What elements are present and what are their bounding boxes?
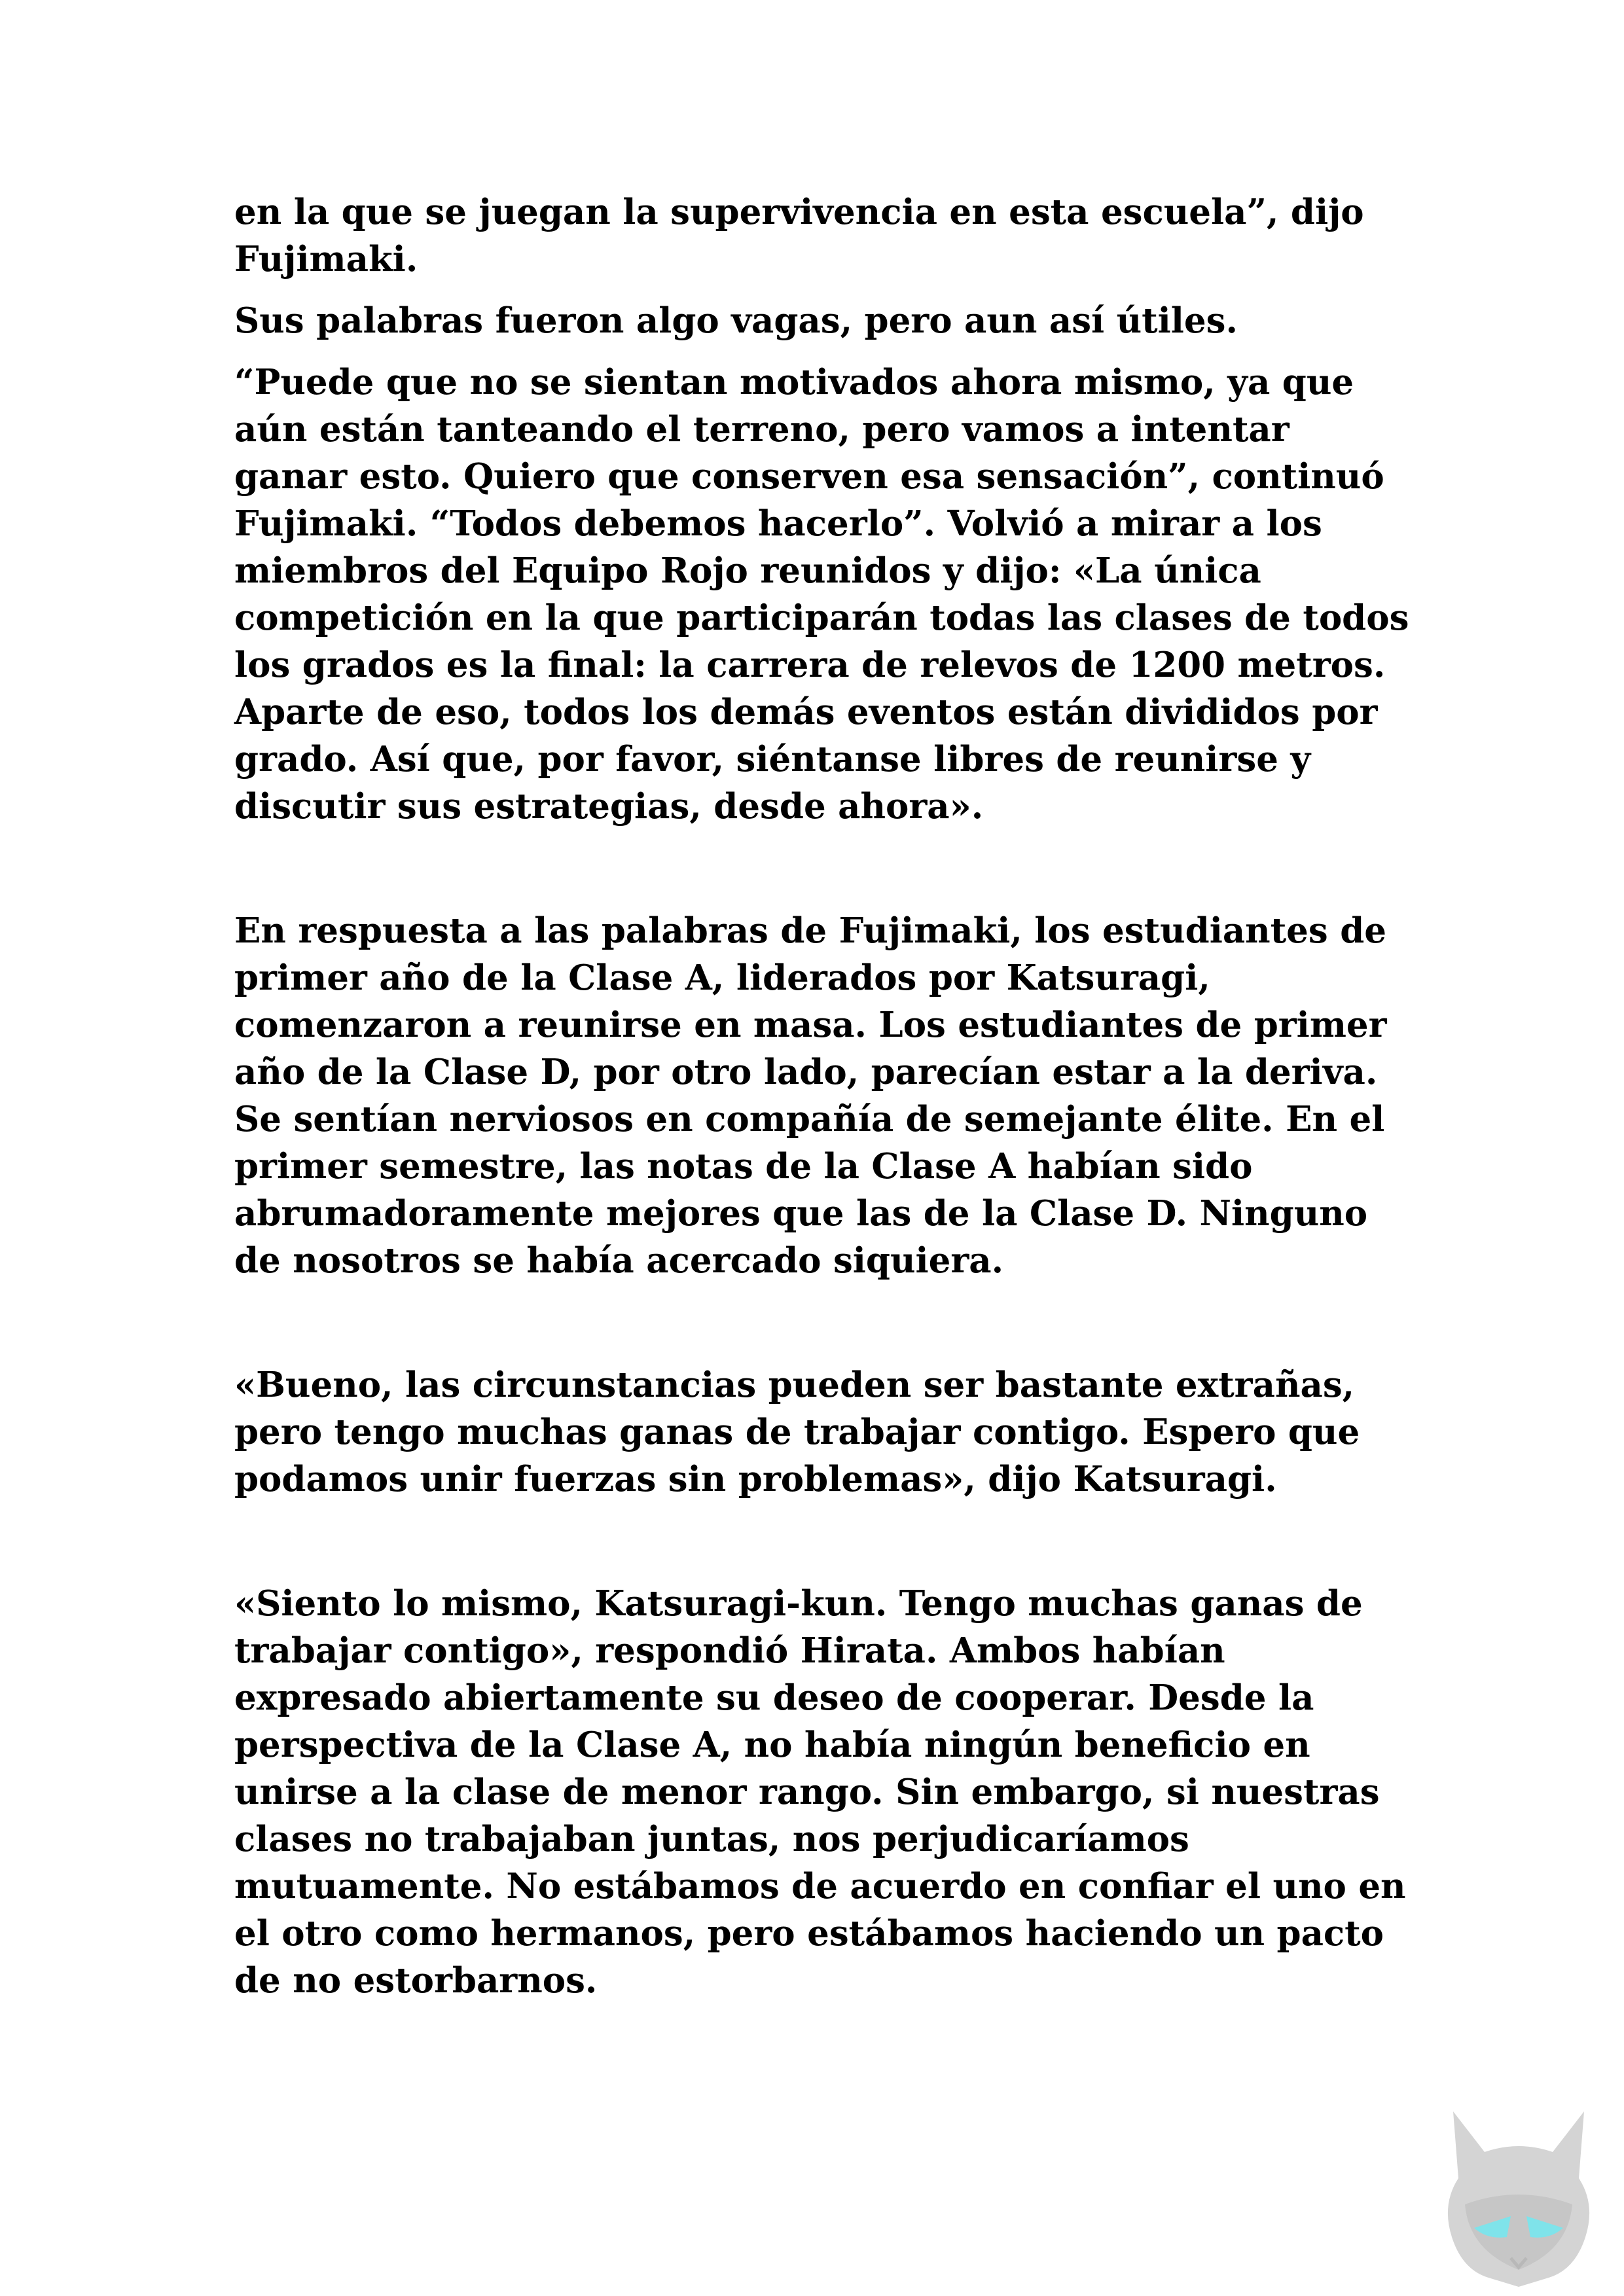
horned-mask-logo-icon: [1434, 2106, 1604, 2289]
paragraph-6: «Siento lo mismo, Katsuragi-kun. Tengo muchas ganas de trabajar contigo», respondió Hirata. Ambos habían expresado abiertamente su deseo de cooperar. Desde la perspectiva de la Clase A, no había ningún beneficio en unirse a la clase de menor rango. Sin embargo, si nuestras clases no trabajaban juntas, nos perjudicaríamos mutuamente. No estábamos de acuerdo en confiar el uno en el otro como hermanos, pero estábamos haciendo un pacto de no estorbarnos.: [234, 1583, 1406, 2001]
paragraph-4: En respuesta a las palabras de Fujimaki, los estudiantes de primer año de la Clase A, liderados por Katsuragi, comenzaron a reunirse en masa. Los estudiantes de primer año de la Clase D, por otro lado, parecían estar a la deriva. Se sentían nerviosos en compañía de semejante élite. En el primer semestre, las notas de la Clase A habían sido abrumadoramente mejores que las de la Clase D. Ninguno de nosotros se había acercado siquiera.: [234, 910, 1387, 1281]
paragraph-3: “Puede que no se sientan motivados ahora mismo, ya que aún están tanteando el terreno, pero vamos a intentar ganar esto. Quiero que conserven esa sensación”, continuó Fujimaki. “Todos debemos hacerlo”. Volvió a mirar a los miembros del Equipo Rojo reunidos y dijo: «La única competición en la que participarán todas las clases de todos los grados es la final: la carrera de relevos de 1200 metros. Aparte de eso, todos los demás eventos están divididos por grado. Así que, por favor, siéntanse libres de reunirse y discutir sus estrategias, desde ahora».: [234, 362, 1409, 827]
paragraph-1: en la que se juegan la supervivencia en esta escuela”, dijo Fujimaki.: [234, 192, 1364, 279]
paragraph-5: «Bueno, las circunstancias pueden ser bastante extrañas, pero tengo muchas ganas de trabajar contigo. Espero que podamos unir fuerzas sin problemas», dijo Katsuragi.: [234, 1365, 1360, 1499]
body-text: [234, 188, 1413, 2018]
paragraph-2: Sus palabras fueron algo vagas, pero aun así útiles.: [234, 300, 1238, 341]
